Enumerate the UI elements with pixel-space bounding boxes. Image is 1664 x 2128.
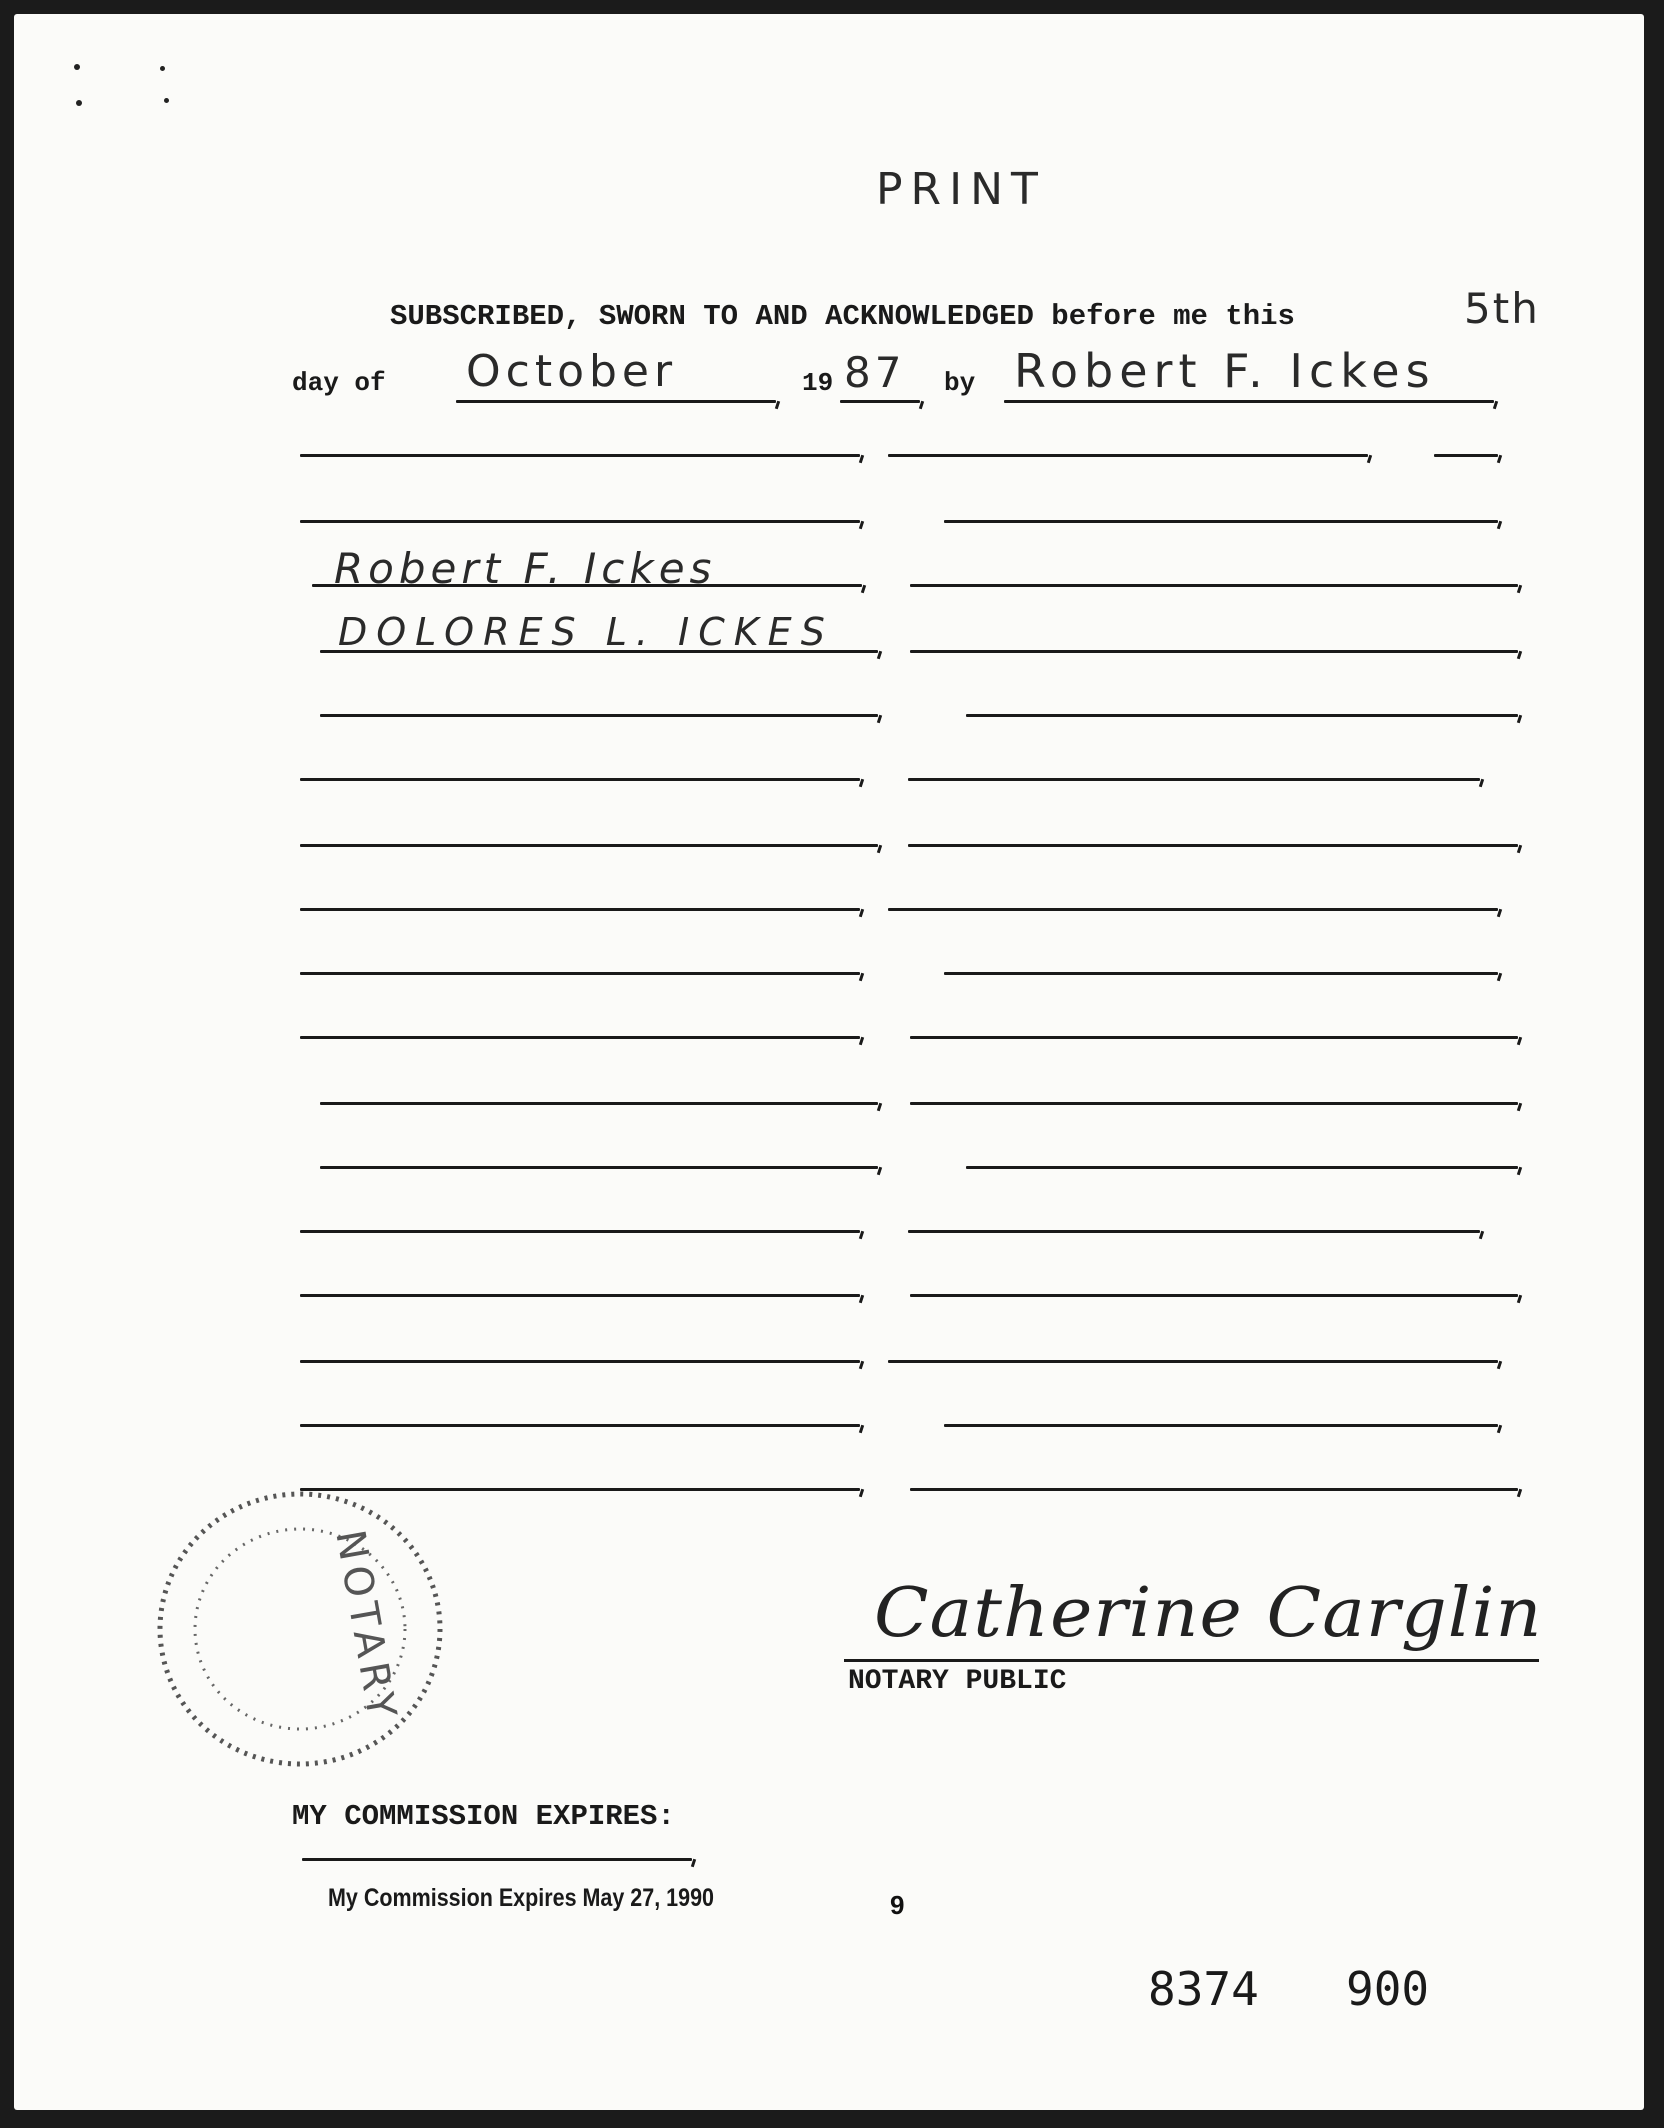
- name-underline: [1004, 400, 1494, 403]
- month-underline: [456, 400, 776, 403]
- signer-line: [300, 520, 860, 523]
- signer-line: [300, 972, 860, 975]
- signer-line: [300, 1424, 860, 1427]
- signer-line: [944, 972, 1498, 975]
- signer-line: [300, 1360, 860, 1363]
- signer-line: [300, 1036, 860, 1039]
- day-value: 5th: [1464, 284, 1540, 333]
- commission-label: MY COMMISSION EXPIRES:: [292, 1800, 675, 1833]
- signer-line: [300, 454, 860, 457]
- day-of-label: day of: [292, 368, 386, 398]
- notary-public-label: NOTARY PUBLIC: [848, 1666, 1067, 1697]
- notary-signature: Catherine Carglin: [874, 1574, 1543, 1653]
- signer-line: [910, 1036, 1518, 1039]
- signer-line: [910, 1294, 1518, 1297]
- notary-seal: [150, 1484, 450, 1774]
- signer-line: [300, 1230, 860, 1233]
- signature-underline: [844, 1659, 1539, 1662]
- scan-speck: [160, 66, 165, 71]
- signer-name: DOLORES L. ICKES: [338, 610, 834, 654]
- document-number: 8374: [1148, 1962, 1259, 2016]
- signer-line: [1434, 454, 1498, 457]
- handwritten-print-note: PRINT: [876, 164, 1046, 215]
- signer-line: [944, 520, 1498, 523]
- scan-speck: [76, 100, 82, 106]
- year-value: 87: [844, 348, 906, 397]
- signer-line: [320, 714, 878, 717]
- commission-underline: [302, 1858, 692, 1861]
- document-sheet: [14, 14, 1644, 2110]
- signer-line: [966, 714, 1518, 717]
- document-number: 900: [1346, 1962, 1430, 2016]
- signer-line: [910, 1488, 1518, 1491]
- seal-ring-icon: [150, 1484, 450, 1774]
- signer-line: [910, 650, 1518, 653]
- signer-line: [320, 1166, 878, 1169]
- signer-line: [908, 1230, 1480, 1233]
- signer-line: [300, 908, 860, 911]
- signer-line: [908, 844, 1518, 847]
- signer-name: Robert F. Ickes: [334, 544, 717, 593]
- scan-speck: [74, 64, 80, 70]
- year-underline: [840, 400, 920, 403]
- signer-line: [910, 1102, 1518, 1105]
- signer-line: [320, 1102, 878, 1105]
- year-prefix: 19: [802, 368, 834, 398]
- signer-line: [908, 778, 1480, 781]
- by-label: by: [944, 368, 976, 398]
- month-value: October: [466, 346, 678, 397]
- acknowledgment-text: SUBSCRIBED, SWORN TO AND ACKNOWLEDGED before me this: [390, 300, 1295, 333]
- signer-line: [888, 1360, 1498, 1363]
- signer-line: [300, 778, 860, 781]
- signer-line: [300, 844, 878, 847]
- seal-text: NOTARY: [326, 1526, 406, 1728]
- scan-speck: [164, 98, 169, 103]
- signer-line: [966, 1166, 1518, 1169]
- commission-stamp: My Commission Expires May 27, 1990: [328, 1884, 714, 1912]
- signer-line: [910, 584, 1518, 587]
- signer-line: [888, 908, 1498, 911]
- signer-line: [944, 1424, 1498, 1427]
- signer-line: [300, 1294, 860, 1297]
- page-number: 9: [890, 1890, 905, 1920]
- signer-line: [888, 454, 1368, 457]
- name-value: Robert F. Ickes: [1014, 344, 1436, 398]
